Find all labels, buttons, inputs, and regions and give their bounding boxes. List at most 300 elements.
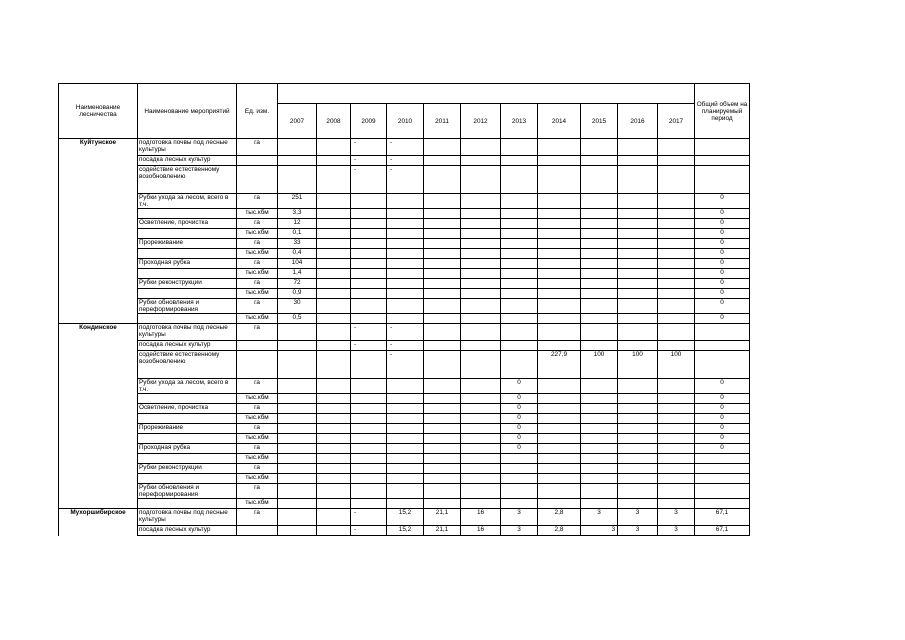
year-value-cell — [658, 444, 695, 454]
year-value-cell — [538, 139, 581, 156]
table-row — [59, 156, 750, 166]
year-value-cell — [618, 434, 658, 444]
forestry-name-cell — [59, 341, 138, 351]
year-value-cell: 0 — [501, 424, 538, 434]
year-value-cell — [278, 454, 317, 464]
forest-plan-table — [58, 83, 750, 536]
year-value-cell — [618, 139, 658, 156]
year-value-cell — [351, 259, 387, 269]
header-year: 2009 — [351, 104, 387, 139]
year-value-cell — [538, 156, 581, 166]
year-value-cell — [581, 279, 618, 289]
table-row — [59, 404, 750, 414]
year-value-cell — [317, 156, 351, 166]
year-value-cell — [461, 434, 501, 444]
forestry-name-cell — [59, 499, 138, 509]
year-value-cell — [387, 434, 424, 444]
table-row — [59, 424, 750, 434]
year-value-cell — [424, 194, 461, 209]
year-value-cell — [501, 454, 538, 464]
year-value-cell: 3 — [658, 509, 695, 526]
year-value-cell — [317, 474, 351, 484]
unit-cell: тыс.кбм — [237, 229, 278, 239]
forestry-name-cell — [59, 229, 138, 239]
measure-cell: Прореживание — [138, 239, 237, 249]
header-year: 2011 — [424, 104, 461, 139]
forestry-name-cell — [59, 404, 138, 414]
year-value-cell — [461, 484, 501, 499]
year-value-cell — [538, 299, 581, 314]
year-value-cell — [351, 454, 387, 464]
year-value-cell — [581, 249, 618, 259]
year-value-cell — [581, 239, 618, 249]
year-value-cell — [278, 434, 317, 444]
year-value-cell: - — [351, 324, 387, 341]
year-value-cell — [317, 249, 351, 259]
year-value-cell — [618, 499, 658, 509]
year-value-cell — [461, 351, 501, 379]
measure-cell — [138, 414, 237, 424]
header-year: 2008 — [317, 104, 351, 139]
year-value-cell — [317, 341, 351, 351]
year-value-cell: - — [387, 351, 424, 379]
year-value-cell: 21,1 — [424, 509, 461, 526]
total-cell: 0 — [695, 239, 750, 249]
total-cell: 0 — [695, 219, 750, 229]
year-value-cell — [278, 324, 317, 341]
year-value-cell — [581, 299, 618, 314]
year-value-cell — [424, 279, 461, 289]
year-value-cell — [351, 279, 387, 289]
year-value-cell — [424, 341, 461, 351]
year-value-cell — [581, 414, 618, 424]
measure-cell: содействие естественному возобновлению — [138, 351, 237, 379]
year-value-cell — [538, 289, 581, 299]
table-row — [59, 434, 750, 444]
forestry-name-cell — [59, 156, 138, 166]
year-value-cell — [351, 194, 387, 209]
year-value-cell — [351, 394, 387, 404]
unit-cell: тыс.кбм — [237, 434, 278, 444]
year-value-cell — [351, 424, 387, 434]
year-value-cell — [387, 279, 424, 289]
year-value-cell — [351, 209, 387, 219]
year-value-cell — [538, 394, 581, 404]
year-value-cell — [501, 156, 538, 166]
header-year: 2014 — [538, 104, 581, 139]
unit-cell: тыс.кбм — [237, 414, 278, 424]
header-year: 2012 — [461, 104, 501, 139]
year-value-cell — [538, 229, 581, 239]
table-row — [59, 249, 750, 259]
year-value-cell — [317, 484, 351, 499]
year-value-cell — [424, 379, 461, 394]
year-value-cell — [538, 209, 581, 219]
year-value-cell — [351, 239, 387, 249]
year-value-cell — [658, 279, 695, 289]
year-value-cell: 0 — [501, 444, 538, 454]
year-value-cell — [538, 434, 581, 444]
total-cell — [695, 351, 750, 379]
year-value-cell — [658, 166, 695, 194]
year-value-cell — [581, 259, 618, 269]
measure-cell: Рубки обновления и переформирования — [138, 299, 237, 314]
forestry-name-cell — [59, 194, 138, 209]
year-value-cell — [618, 341, 658, 351]
year-value-cell — [387, 404, 424, 414]
year-value-cell — [538, 259, 581, 269]
unit-cell: га — [237, 299, 278, 314]
total-cell — [695, 464, 750, 474]
unit-cell: га — [237, 239, 278, 249]
year-value-cell: 0 — [501, 379, 538, 394]
year-value-cell — [387, 454, 424, 464]
total-cell: 0 — [695, 414, 750, 424]
year-value-cell — [351, 229, 387, 239]
year-value-cell — [658, 239, 695, 249]
year-value-cell — [278, 499, 317, 509]
measure-cell: содействие естественному возобновлению — [138, 166, 237, 194]
year-value-cell — [278, 166, 317, 194]
header-year: 2016 — [618, 104, 658, 139]
year-value-cell — [461, 269, 501, 279]
year-value-cell — [387, 229, 424, 239]
year-value-cell — [538, 484, 581, 499]
measure-cell: посадка лесных культур — [138, 526, 237, 536]
measure-cell — [138, 454, 237, 464]
year-value-cell — [501, 139, 538, 156]
year-value-cell — [618, 414, 658, 424]
total-cell — [695, 324, 750, 341]
total-cell: 0 — [695, 279, 750, 289]
year-value-cell — [317, 139, 351, 156]
year-value-cell — [538, 269, 581, 279]
year-value-cell — [424, 404, 461, 414]
total-cell: 0 — [695, 314, 750, 324]
table-row — [59, 166, 750, 194]
year-value-cell — [618, 424, 658, 434]
table-row — [59, 526, 750, 536]
year-value-cell — [658, 259, 695, 269]
year-value-cell — [278, 404, 317, 414]
year-value-cell — [317, 509, 351, 526]
year-value-cell — [501, 351, 538, 379]
year-value-cell — [658, 414, 695, 424]
table-row — [59, 474, 750, 484]
year-value-cell: 15,2 — [387, 526, 424, 536]
year-value-cell: - — [387, 341, 424, 351]
year-value-cell — [317, 314, 351, 324]
forestry-name-cell — [59, 394, 138, 404]
unit-cell: га — [237, 259, 278, 269]
year-value-cell — [658, 434, 695, 444]
measure-cell — [138, 209, 237, 219]
total-cell — [695, 499, 750, 509]
year-value-cell — [387, 474, 424, 484]
year-value-cell — [461, 464, 501, 474]
year-value-cell — [501, 314, 538, 324]
year-value-cell — [461, 474, 501, 484]
year-value-cell — [424, 249, 461, 259]
measure-cell: Рубки ухода за лесом, всего в т.ч. — [138, 379, 237, 394]
forestry-name-cell — [59, 166, 138, 194]
year-value-cell — [351, 434, 387, 444]
year-value-cell: 3 — [618, 526, 658, 536]
year-value-cell — [317, 194, 351, 209]
year-value-cell — [317, 239, 351, 249]
year-value-cell: - — [387, 166, 424, 194]
measure-cell: Рубки обновления и переформирования — [138, 484, 237, 499]
year-value-cell: 2,8 — [538, 509, 581, 526]
year-value-cell — [424, 314, 461, 324]
total-cell: 0 — [695, 394, 750, 404]
table-row — [59, 139, 750, 156]
unit-cell: тыс.кбм — [237, 209, 278, 219]
unit-cell — [237, 526, 278, 536]
table-row — [59, 279, 750, 289]
measure-cell — [138, 229, 237, 239]
year-value-cell — [538, 219, 581, 229]
year-value-cell: 0,5 — [278, 314, 317, 324]
year-value-cell — [658, 404, 695, 414]
year-value-cell — [581, 499, 618, 509]
year-value-cell: 104 — [278, 259, 317, 269]
measure-cell — [138, 474, 237, 484]
measure-cell: подготовка почвы под лесные культуры — [138, 139, 237, 156]
year-value-cell — [658, 299, 695, 314]
year-value-cell — [461, 424, 501, 434]
year-value-cell: - — [387, 139, 424, 156]
year-value-cell — [658, 484, 695, 499]
year-value-cell — [658, 269, 695, 279]
year-value-cell — [387, 394, 424, 404]
year-value-cell — [317, 444, 351, 454]
year-value-cell — [581, 139, 618, 156]
header-total: Общий объем на планируемый период — [695, 84, 750, 139]
year-value-cell — [501, 219, 538, 229]
year-value-cell — [424, 444, 461, 454]
year-value-cell — [501, 166, 538, 194]
year-value-cell: 3 — [581, 509, 618, 526]
year-value-cell: - — [351, 526, 387, 536]
year-value-cell — [461, 249, 501, 259]
forestry-name-cell — [59, 299, 138, 314]
year-value-cell — [658, 156, 695, 166]
year-value-cell — [618, 299, 658, 314]
header-year: 2010 — [387, 104, 424, 139]
total-cell: 0 — [695, 229, 750, 239]
year-value-cell — [658, 219, 695, 229]
year-value-cell: 30 — [278, 299, 317, 314]
year-value-cell — [658, 341, 695, 351]
table-row — [59, 414, 750, 424]
year-value-cell — [581, 424, 618, 434]
table-row — [59, 499, 750, 509]
table-row — [59, 314, 750, 324]
year-value-cell — [581, 379, 618, 394]
year-value-cell — [501, 341, 538, 351]
total-cell: 67,1 — [695, 509, 750, 526]
total-cell — [695, 139, 750, 156]
year-value-cell — [581, 404, 618, 414]
year-value-cell — [461, 499, 501, 509]
year-value-cell — [581, 474, 618, 484]
year-value-cell — [317, 166, 351, 194]
year-value-cell — [538, 499, 581, 509]
year-value-cell — [581, 434, 618, 444]
year-value-cell — [351, 404, 387, 414]
year-value-cell — [461, 394, 501, 404]
year-value-cell — [424, 424, 461, 434]
year-value-cell — [317, 424, 351, 434]
unit-cell: га — [237, 219, 278, 229]
unit-cell: га — [237, 444, 278, 454]
year-value-cell — [538, 454, 581, 464]
year-value-cell — [658, 394, 695, 404]
year-value-cell: 0 — [501, 394, 538, 404]
year-value-cell — [351, 379, 387, 394]
year-value-cell — [618, 289, 658, 299]
measure-cell: Рубки ухода за лесом, всего в т.ч. — [138, 194, 237, 209]
year-value-cell — [424, 209, 461, 219]
measure-cell — [138, 314, 237, 324]
unit-cell: га — [237, 424, 278, 434]
year-value-cell — [351, 499, 387, 509]
total-cell: 0 — [695, 194, 750, 209]
year-value-cell — [538, 239, 581, 249]
table-row — [59, 209, 750, 219]
year-value-cell — [317, 499, 351, 509]
forestry-name-cell — [59, 424, 138, 434]
year-value-cell — [278, 139, 317, 156]
year-value-cell — [387, 289, 424, 299]
year-value-cell — [618, 249, 658, 259]
year-value-cell — [501, 194, 538, 209]
year-value-cell — [461, 229, 501, 239]
forestry-name-cell: Куйтунское — [59, 139, 138, 156]
table-row — [59, 219, 750, 229]
year-value-cell — [581, 194, 618, 209]
year-value-cell — [317, 259, 351, 269]
unit-cell: га — [237, 139, 278, 156]
year-value-cell — [581, 229, 618, 239]
year-value-cell: - — [351, 166, 387, 194]
header-year: 2013 — [501, 104, 538, 139]
measure-cell: Осветление, прочистка — [138, 219, 237, 229]
total-cell: 67,1 — [695, 526, 750, 536]
year-value-cell — [538, 166, 581, 194]
year-value-cell: 33 — [278, 239, 317, 249]
year-value-cell — [538, 249, 581, 259]
year-value-cell: 227,9 — [538, 351, 581, 379]
unit-cell: га — [237, 194, 278, 209]
year-value-cell — [317, 229, 351, 239]
year-value-cell — [278, 464, 317, 474]
year-value-cell: - — [351, 341, 387, 351]
year-value-cell — [387, 249, 424, 259]
year-value-cell: 16 — [461, 509, 501, 526]
year-value-cell — [387, 239, 424, 249]
year-value-cell — [387, 424, 424, 434]
total-cell: 0 — [695, 404, 750, 414]
year-value-cell: 3 — [501, 509, 538, 526]
measure-cell: посадка лесных культур — [138, 341, 237, 351]
year-value-cell — [424, 229, 461, 239]
table-row — [59, 299, 750, 314]
unit-cell — [237, 156, 278, 166]
year-value-cell — [618, 279, 658, 289]
total-cell: 0 — [695, 269, 750, 279]
year-value-cell: 100 — [581, 351, 618, 379]
year-value-cell — [538, 474, 581, 484]
forestry-name-cell — [59, 259, 138, 269]
total-cell: 0 — [695, 379, 750, 394]
year-value-cell — [581, 156, 618, 166]
year-value-cell — [501, 484, 538, 499]
year-value-cell: - — [387, 324, 424, 341]
year-value-cell — [501, 474, 538, 484]
year-value-cell — [278, 156, 317, 166]
year-value-cell — [317, 379, 351, 394]
year-value-cell — [461, 454, 501, 464]
total-cell — [695, 484, 750, 499]
year-value-cell — [658, 139, 695, 156]
year-value-cell — [278, 394, 317, 404]
year-value-cell — [387, 499, 424, 509]
year-value-cell — [317, 394, 351, 404]
year-value-cell — [618, 239, 658, 249]
year-value-cell — [424, 219, 461, 229]
total-cell: 0 — [695, 299, 750, 314]
unit-cell: тыс.кбм — [237, 454, 278, 464]
table-row — [59, 464, 750, 474]
measure-cell — [138, 249, 237, 259]
year-value-cell — [461, 219, 501, 229]
table-row — [59, 341, 750, 351]
forestry-name-cell — [59, 464, 138, 474]
year-value-cell — [581, 444, 618, 454]
year-value-cell — [618, 229, 658, 239]
year-value-cell — [461, 444, 501, 454]
forestry-name-cell — [59, 526, 138, 536]
unit-cell — [237, 166, 278, 194]
year-value-cell: - — [387, 156, 424, 166]
year-value-cell — [317, 219, 351, 229]
year-value-cell — [424, 499, 461, 509]
year-value-cell — [424, 269, 461, 279]
year-value-cell — [618, 314, 658, 324]
year-value-cell — [501, 279, 538, 289]
measure-cell: Рубки реконструкции — [138, 279, 237, 289]
year-value-cell — [501, 464, 538, 474]
year-value-cell — [278, 414, 317, 424]
year-value-cell — [618, 156, 658, 166]
year-value-cell — [581, 289, 618, 299]
year-value-cell: - — [351, 156, 387, 166]
year-value-cell — [351, 464, 387, 474]
measure-cell: Проходная рубка — [138, 259, 237, 269]
year-value-cell — [461, 404, 501, 414]
year-value-cell — [538, 194, 581, 209]
year-value-cell — [424, 464, 461, 474]
forestry-name-cell: Кондинское — [59, 324, 138, 341]
year-value-cell — [461, 414, 501, 424]
year-value-cell — [351, 289, 387, 299]
unit-cell: га — [237, 324, 278, 341]
total-cell: 0 — [695, 289, 750, 299]
year-value-cell: 0 — [501, 414, 538, 424]
forestry-name-cell — [59, 444, 138, 454]
